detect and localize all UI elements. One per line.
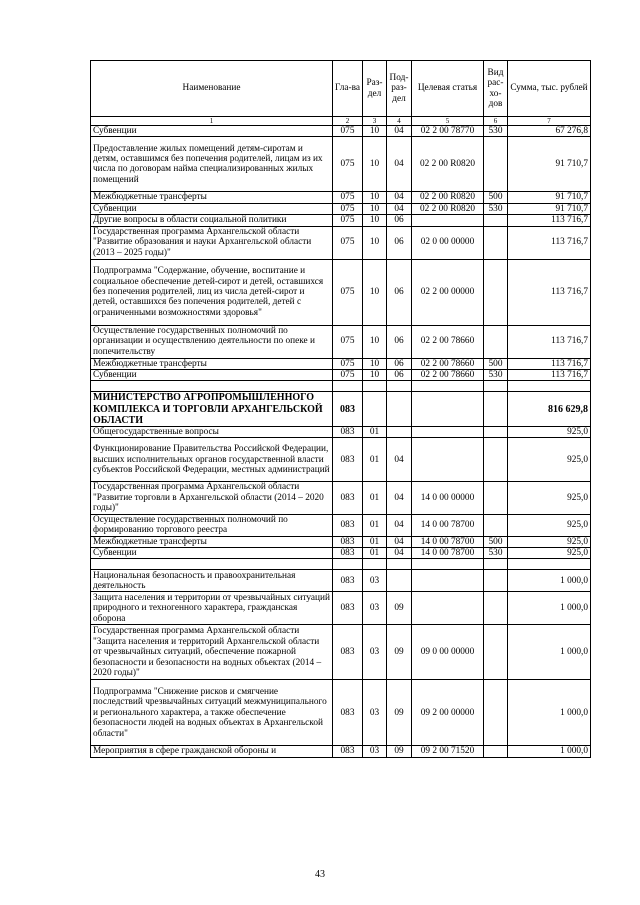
cell-target: 02 2 00 78660: [412, 325, 484, 358]
cell-sub: 06: [387, 215, 412, 226]
cell-sec: 01: [363, 427, 387, 438]
cell-sub: [387, 427, 412, 438]
cell-type: [484, 392, 508, 427]
cell-name: Межбюджетные трансферты: [91, 192, 333, 203]
cell-sec: 10: [363, 325, 387, 358]
cell-type: [484, 381, 508, 392]
cell-ch: 075: [333, 259, 363, 325]
cell-sum: 113 716,7: [508, 358, 591, 369]
table-row: [91, 559, 591, 570]
cell-sub: 04: [387, 137, 412, 192]
table-row: [91, 548, 591, 559]
cell-sub: 04: [387, 438, 412, 482]
cell-name: Подпрограмма "Содержание, обучение, воспитание и социальное обеспечение детей-сирот и детей, оставшихся без попечения родителей, лиц из числа детей-сирот и детей, оставшихся без попечения родителей, детей с ограниченными возможностями здоровья": [91, 259, 333, 325]
column-number: 1: [91, 117, 333, 126]
cell-name: Национальная безопасность и правоохранительная деятельность: [91, 570, 333, 592]
cell-name: Государственная программа Архангельской области "Защита населения и территорий Архангельской области от чрезвычайных ситуаций, обеспечение пожарной безопасности и безопасности на водных объектах (2014 – 2020 годы)": [91, 625, 333, 680]
table-row: [91, 514, 591, 536]
table-row: [91, 392, 591, 427]
cell-ch: [333, 559, 363, 570]
cell-ch: 083: [333, 438, 363, 482]
table-body: [91, 61, 591, 758]
table-row: [91, 192, 591, 203]
cell-sub: 04: [387, 126, 412, 137]
cell-sec: 03: [363, 680, 387, 746]
header-sum: Сумма, тыс. рублей: [508, 61, 591, 117]
cell-sec: 01: [363, 482, 387, 514]
cell-type: 530: [484, 370, 508, 381]
table-row: [91, 592, 591, 625]
cell-ch: 083: [333, 592, 363, 625]
column-number: 3: [363, 117, 387, 126]
cell-name: МИНИСТЕРСТВО АГРОПРОМЫШЛЕННОГО КОМПЛЕКСА И ТОРГОВЛИ АРХАНГЕЛЬСКОЙ ОБЛАСТИ: [91, 392, 333, 427]
cell-target: [412, 427, 484, 438]
cell-sub: 09: [387, 592, 412, 625]
cell-sec: 01: [363, 514, 387, 536]
cell-target: [412, 438, 484, 482]
cell-sec: 10: [363, 259, 387, 325]
cell-sec: 01: [363, 438, 387, 482]
column-number: 4: [387, 117, 412, 126]
page-number: 43: [315, 869, 325, 880]
cell-sub: 04: [387, 192, 412, 203]
cell-sum: 925,0: [508, 427, 591, 438]
cell-name: [91, 381, 333, 392]
column-number: 2: [333, 117, 363, 126]
cell-target: 14 0 00 78700: [412, 548, 484, 559]
cell-sum: [508, 381, 591, 392]
cell-name: Осуществление государственных полномочий по формированию торгового реестра: [91, 514, 333, 536]
cell-type: 530: [484, 203, 508, 214]
cell-name: Межбюджетные трансферты: [91, 536, 333, 547]
cell-target: 02 2 00 R0820: [412, 203, 484, 214]
cell-type: 530: [484, 548, 508, 559]
cell-sec: 10: [363, 358, 387, 369]
cell-sum: 113 716,7: [508, 370, 591, 381]
cell-name: Подпрограмма "Снижение рисков и смягчение последствий чрезвычайных ситуаций межмуниципального и регионального характера, а также обеспечение безопасности людей на водных объектах в Архангельской области": [91, 680, 333, 746]
cell-target: 02 2 00 00000: [412, 259, 484, 325]
table-row: [91, 381, 591, 392]
cell-type: [484, 482, 508, 514]
cell-sec: 10: [363, 192, 387, 203]
cell-type: [484, 559, 508, 570]
cell-type: [484, 570, 508, 592]
cell-type: 530: [484, 126, 508, 137]
cell-sum: 1 000,0: [508, 625, 591, 680]
table-row: [91, 746, 591, 757]
table-row: [91, 259, 591, 325]
cell-ch: 083: [333, 548, 363, 559]
cell-ch: 075: [333, 325, 363, 358]
cell-name: Субвенции: [91, 203, 333, 214]
header-target: Целевая статья: [412, 61, 484, 117]
column-number: 6: [484, 117, 508, 126]
cell-sub: 04: [387, 203, 412, 214]
header-section: Раз-дел: [363, 61, 387, 117]
cell-target: [412, 392, 484, 427]
header-name: Наименование: [91, 61, 333, 117]
cell-sub: 06: [387, 259, 412, 325]
table-row: [91, 625, 591, 680]
header-chapter: Гла-ва: [333, 61, 363, 117]
cell-target: 14 0 00 78700: [412, 514, 484, 536]
cell-sub: 06: [387, 370, 412, 381]
cell-sum: 1 000,0: [508, 680, 591, 746]
cell-ch: 083: [333, 482, 363, 514]
cell-sub: 09: [387, 625, 412, 680]
cell-type: 500: [484, 536, 508, 547]
cell-ch: 083: [333, 536, 363, 547]
cell-ch: 075: [333, 215, 363, 226]
cell-type: [484, 438, 508, 482]
cell-name: Осуществление государственных полномочий по организации и осуществлению деятельности по опеке и попечительству: [91, 325, 333, 358]
cell-ch: 083: [333, 570, 363, 592]
cell-name: Государственная программа Архангельской области "Развитие образования и науки Архангельской области (2013 – 2025 годы)": [91, 226, 333, 259]
cell-type: 500: [484, 358, 508, 369]
cell-ch: 083: [333, 680, 363, 746]
cell-target: 09 2 00 71520: [412, 746, 484, 757]
table-row: [91, 427, 591, 438]
cell-sub: [387, 559, 412, 570]
cell-sum: 91 710,7: [508, 203, 591, 214]
cell-sub: 09: [387, 680, 412, 746]
table-row: [91, 370, 591, 381]
cell-name: Функционирование Правительства Российской Федерации, высших исполнительных органов государственной власти субъектов Российской Федерации, местных администраций: [91, 438, 333, 482]
table-row: [91, 358, 591, 369]
cell-name: Государственная программа Архангельской области "Развитие торговли в Архангельской области (2014 – 2020 годы)": [91, 482, 333, 514]
table-row: [91, 126, 591, 137]
column-number: 7: [508, 117, 591, 126]
cell-target: 02 2 00 78660: [412, 358, 484, 369]
cell-sub: 06: [387, 226, 412, 259]
cell-sum: 925,0: [508, 548, 591, 559]
cell-sec: 10: [363, 137, 387, 192]
cell-sec: 10: [363, 370, 387, 381]
table-row: [91, 438, 591, 482]
header-subsection: Под-раз-дел: [387, 61, 412, 117]
cell-target: 02 2 00 R0820: [412, 137, 484, 192]
cell-sec: 10: [363, 215, 387, 226]
cell-ch: 083: [333, 625, 363, 680]
header-type: Вид рас-хо-дов: [484, 61, 508, 117]
cell-type: [484, 427, 508, 438]
cell-type: [484, 514, 508, 536]
cell-target: 09 0 00 00000: [412, 625, 484, 680]
cell-sum: 67 276,8: [508, 126, 591, 137]
table-row: [91, 203, 591, 214]
cell-sum: 113 716,7: [508, 226, 591, 259]
cell-name: Субвенции: [91, 370, 333, 381]
cell-sum: 113 716,7: [508, 259, 591, 325]
cell-target: [412, 215, 484, 226]
cell-ch: 075: [333, 370, 363, 381]
cell-name: [91, 559, 333, 570]
cell-sec: 03: [363, 570, 387, 592]
cell-sub: 06: [387, 325, 412, 358]
cell-sec: [363, 559, 387, 570]
cell-ch: 083: [333, 392, 363, 427]
cell-target: 02 2 00 R0820: [412, 192, 484, 203]
column-number: 5: [412, 117, 484, 126]
cell-sec: 03: [363, 625, 387, 680]
cell-sum: 1 000,0: [508, 746, 591, 757]
cell-sub: 06: [387, 358, 412, 369]
table-row: [91, 680, 591, 746]
cell-type: [484, 680, 508, 746]
cell-sec: 01: [363, 536, 387, 547]
cell-ch: 083: [333, 427, 363, 438]
cell-name: Другие вопросы в области социальной политики: [91, 215, 333, 226]
cell-sec: 10: [363, 203, 387, 214]
cell-sec: 03: [363, 746, 387, 757]
cell-ch: [333, 381, 363, 392]
table-row: [91, 215, 591, 226]
cell-name: Защита населения и территории от чрезвычайных ситуаций природного и техногенного характера, гражданская оборона: [91, 592, 333, 625]
cell-type: [484, 259, 508, 325]
cell-target: [412, 559, 484, 570]
cell-sub: [387, 570, 412, 592]
cell-sum: 1 000,0: [508, 570, 591, 592]
cell-ch: 075: [333, 226, 363, 259]
table-row: [91, 137, 591, 192]
cell-sub: 04: [387, 548, 412, 559]
table-row: [91, 482, 591, 514]
cell-sum: 113 716,7: [508, 325, 591, 358]
cell-target: 02 0 00 00000: [412, 226, 484, 259]
cell-target: 14 0 00 00000: [412, 482, 484, 514]
cell-type: [484, 746, 508, 757]
cell-name: Субвенции: [91, 548, 333, 559]
cell-name: Общегосударственные вопросы: [91, 427, 333, 438]
cell-ch: 075: [333, 137, 363, 192]
cell-sec: 03: [363, 592, 387, 625]
table-row: [91, 536, 591, 547]
cell-ch: 075: [333, 192, 363, 203]
table-header-row: [91, 61, 591, 117]
cell-target: 09 2 00 00000: [412, 680, 484, 746]
cell-sub: [387, 381, 412, 392]
cell-sub: [387, 392, 412, 427]
table-row: [91, 325, 591, 358]
cell-target: 02 2 00 78770: [412, 126, 484, 137]
cell-sub: 04: [387, 482, 412, 514]
column-number-row: [91, 117, 591, 126]
cell-sec: [363, 392, 387, 427]
cell-ch: 083: [333, 746, 363, 757]
cell-name: Предоставление жилых помещений детям-сиротам и детям, оставшимся без попечения родителей, лицам из их числа по договорам найма специализированных жилых помещений: [91, 137, 333, 192]
cell-type: [484, 625, 508, 680]
cell-type: [484, 137, 508, 192]
cell-type: [484, 226, 508, 259]
cell-target: 14 0 00 78700: [412, 536, 484, 547]
cell-type: [484, 592, 508, 625]
cell-sum: 91 710,7: [508, 137, 591, 192]
cell-sum: 925,0: [508, 536, 591, 547]
cell-sec: 10: [363, 126, 387, 137]
cell-sum: 113 716,7: [508, 215, 591, 226]
cell-sum: [508, 559, 591, 570]
cell-type: [484, 215, 508, 226]
table-row: [91, 226, 591, 259]
cell-target: [412, 592, 484, 625]
cell-target: 02 2 00 78660: [412, 370, 484, 381]
cell-sum: 925,0: [508, 482, 591, 514]
cell-type: [484, 325, 508, 358]
cell-ch: 075: [333, 358, 363, 369]
cell-ch: 083: [333, 514, 363, 536]
cell-sum: 925,0: [508, 438, 591, 482]
cell-sum: 925,0: [508, 514, 591, 536]
cell-ch: 075: [333, 203, 363, 214]
cell-name: Субвенции: [91, 126, 333, 137]
cell-sec: 10: [363, 226, 387, 259]
cell-sum: 816 629,8: [508, 392, 591, 427]
table-row: [91, 570, 591, 592]
cell-sec: 01: [363, 548, 387, 559]
cell-sub: 04: [387, 536, 412, 547]
cell-name: Межбюджетные трансферты: [91, 358, 333, 369]
cell-target: [412, 570, 484, 592]
cell-type: 500: [484, 192, 508, 203]
cell-ch: 075: [333, 126, 363, 137]
cell-sec: [363, 381, 387, 392]
cell-sub: 04: [387, 514, 412, 536]
budget-table: [90, 60, 591, 758]
cell-sub: 09: [387, 746, 412, 757]
cell-sum: 91 710,7: [508, 192, 591, 203]
cell-sum: 1 000,0: [508, 592, 591, 625]
cell-target: [412, 381, 484, 392]
cell-name: Мероприятия в сфере гражданской обороны и: [91, 746, 333, 757]
